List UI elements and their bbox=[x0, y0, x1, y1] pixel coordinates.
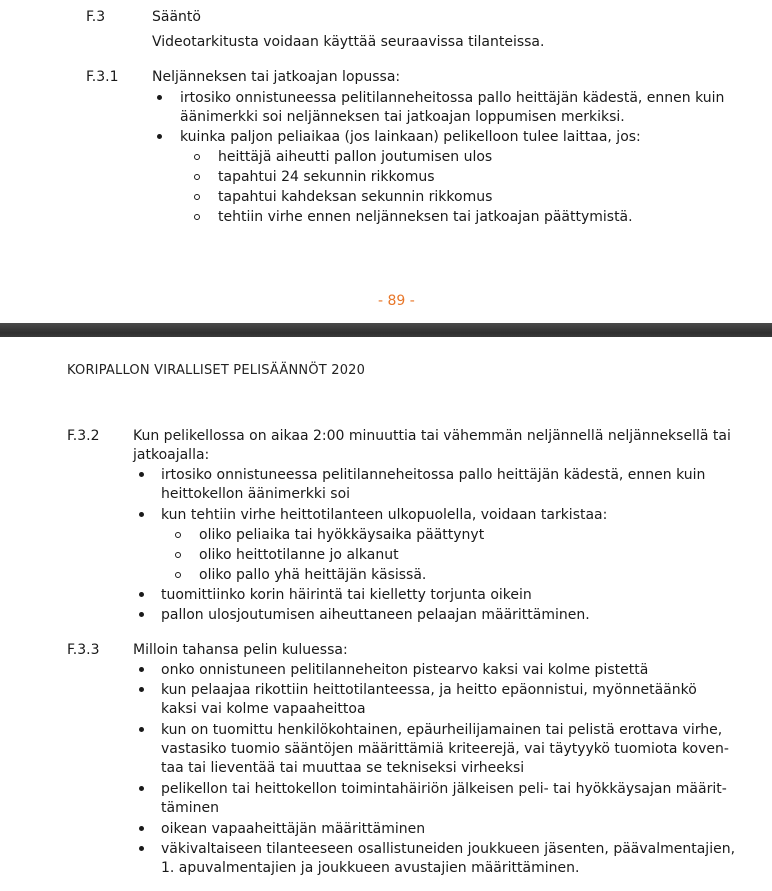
page-89 bbox=[0, 0, 772, 323]
list-item-text: kaksi vai kolme vapaaheittoa bbox=[161, 701, 366, 717]
bullet-icon bbox=[139, 826, 144, 831]
bullet-icon bbox=[139, 846, 144, 851]
list-item-text: äänimerkki soi neljänneksen tai jatkoajan loppumisen merkiksi. bbox=[180, 109, 625, 125]
page-number: - 89 - bbox=[378, 293, 415, 309]
bullet-icon bbox=[139, 612, 144, 617]
bullet-icon bbox=[157, 95, 162, 100]
sub-list-item-text: heittäjä aiheutti pallon joutumisen ulos bbox=[218, 149, 493, 165]
bullet-icon bbox=[139, 667, 144, 672]
section-title-f32: Kun pelikellossa on aikaa 2:00 minuuttia tai vähemmän neljännellä neljänneksellä tai bbox=[133, 428, 731, 444]
list-item-text: onko onnistuneen pelitilanneheiton pistearvo kaksi vai kolme pistettä bbox=[161, 662, 649, 678]
list-item-text: tuomittiinko korin häirintä tai kielletty torjunta oikein bbox=[161, 587, 532, 603]
circle-bullet-icon bbox=[175, 532, 181, 538]
list-item-text: kun tehtiin virhe heittotilanteen ulkopuolella, voidaan tarkistaa: bbox=[161, 507, 608, 523]
bullet-icon bbox=[139, 687, 144, 692]
section-title-f3: Sääntö bbox=[152, 9, 201, 25]
section-number-f33: F.3.3 bbox=[67, 642, 100, 658]
circle-bullet-icon bbox=[194, 214, 200, 220]
section-intro-f3: Videotarkitusta voidaan käyttää seuraavissa tilanteissa. bbox=[152, 34, 545, 50]
circle-bullet-icon bbox=[194, 194, 200, 200]
section-title-f31: Neljänneksen tai jatkoajan lopussa: bbox=[152, 69, 401, 85]
bullet-icon bbox=[139, 472, 144, 477]
section-number-f32: F.3.2 bbox=[67, 428, 100, 444]
list-item-text: pelikellon tai heittokellon toimintahäiriön jälkeisen peli- tai hyökkäysajan määrit- bbox=[161, 781, 727, 797]
list-item-text: täminen bbox=[161, 800, 219, 816]
circle-bullet-icon bbox=[175, 552, 181, 558]
sub-list-item-text: tehtiin virhe ennen neljänneksen tai jatkoajan päättymistä. bbox=[218, 209, 633, 225]
section-number-f3: F.3 bbox=[86, 9, 106, 25]
list-item-text: vastasiko tuomio sääntöjen määrittämiä kriteerejä, vai täytyykö tuomiota koven- bbox=[161, 741, 729, 757]
list-item-text: kun on tuomittu henkilökohtainen, epäurheilijamainen tai pelistä erottava virhe, bbox=[161, 722, 723, 738]
sub-list-item-text: oliko pallo yhä heittäjän käsissä. bbox=[199, 567, 427, 583]
bullet-icon bbox=[139, 512, 144, 517]
list-item-text: irtosiko onnistuneessa pelitilanneheitossa pallo heittäjän kädestä, ennen kuin bbox=[161, 467, 706, 483]
bullet-icon bbox=[139, 727, 144, 732]
list-item-text: pallon ulosjoutumisen aiheuttaneen pelaajan määrittäminen. bbox=[161, 607, 590, 623]
list-item-text: heittokellon äänimerkki soi bbox=[161, 486, 351, 502]
sub-list-item-text: tapahtui 24 sekunnin rikkomus bbox=[218, 169, 435, 185]
bullet-icon bbox=[139, 786, 144, 791]
sub-list-item-text: oliko heittotilanne jo alkanut bbox=[199, 547, 399, 563]
circle-bullet-icon bbox=[194, 154, 200, 160]
list-item-text: oikean vapaaheittäjän määrittäminen bbox=[161, 821, 426, 837]
list-item-text: taa tai lieventää tai muuttaa se tekniseksi virheeksi bbox=[161, 760, 525, 776]
list-item-text: irtosiko onnistuneessa pelitilanneheitossa pallo heittäjän kädestä, ennen kuin bbox=[180, 90, 725, 106]
page-90 bbox=[0, 337, 772, 891]
running-header: KORIPALLON VIRALLISET PELISÄÄNNÖT 2020 bbox=[67, 363, 366, 378]
section-title-f33: Milloin tahansa pelin kuluessa: bbox=[133, 642, 348, 658]
list-item-text: kuinka paljon peliaikaa (jos lainkaan) pelikelloon tulee laittaa, jos: bbox=[180, 129, 641, 145]
circle-bullet-icon bbox=[194, 174, 200, 180]
sub-list-item-text: tapahtui kahdeksan sekunnin rikkomus bbox=[218, 189, 493, 205]
page-separator bbox=[0, 323, 772, 337]
sub-list-item-text: oliko peliaika tai hyökkäysaika päättynyt bbox=[199, 527, 485, 543]
bullet-icon bbox=[157, 134, 162, 139]
bullet-icon bbox=[139, 592, 144, 597]
list-item-text: kun pelaajaa rikottiin heittotilanteessa, ja heitto epäonnistui, myönnetäänkö bbox=[161, 682, 697, 698]
list-item-text: väkivaltaiseen tilanteeseen osallistuneiden joukkueen jäsenten, päävalmentajien, bbox=[161, 841, 736, 857]
section-number-f31: F.3.1 bbox=[86, 69, 119, 85]
list-item-text: 1. apuvalmentajien ja joukkueen avustajien määrittäminen. bbox=[161, 860, 580, 876]
section-title-f32-cont: jatkoajalla: bbox=[133, 447, 210, 463]
circle-bullet-icon bbox=[175, 572, 181, 578]
